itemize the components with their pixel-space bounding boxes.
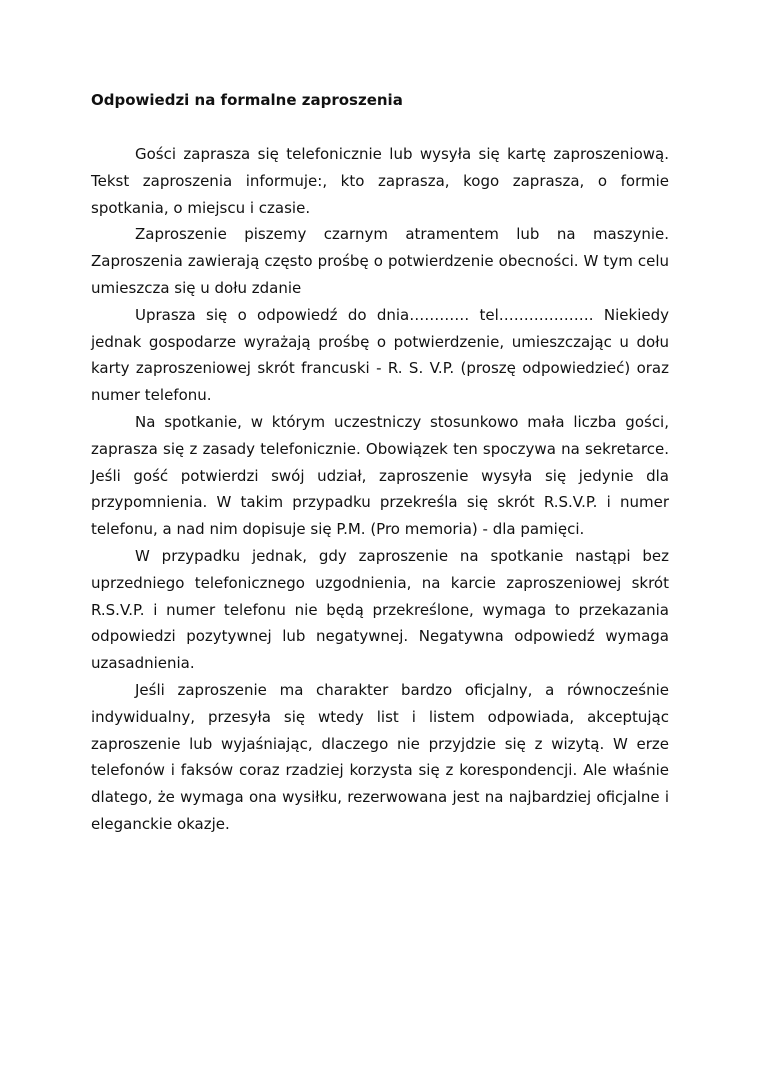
paragraph-invitation-basics: Gości zaprasza się telefonicznie lub wysyła się kartę zaproszeniową. Tekst zaproszenia informuje:, kto zaprasza, kogo zaprasza, o formie spotkania, o miejscu i czasie. <box>91 145 669 217</box>
paragraph-black-ink: Zaproszenie piszemy czarnym atramentem lub na maszynie. Zaproszenia zawierają często prośbę o potwierdzenie obecności. W tym celu umieszcza się u dołu zdanie <box>91 225 669 297</box>
document-page <box>91 89 669 838</box>
paragraph-rsvp-request: Uprasza się o odpowiedź do dnia………… tel………………. Niekiedy jednak gospodarze wyrażają prośbę o potwierdzenie, umieszczając u dołu karty zaproszeniowej skrót francuski - R. S. V.P. (proszę odpowiedzieć) oraz numer telefonu. <box>91 305 669 405</box>
paragraph-no-prior-call: W przypadku jednak, gdy zaproszenie na spotkanie nastąpi bez uprzedniego telefonicznego uzgodnienia, na karcie zaproszeniowej skrót R.S.V.P. i numer telefonu nie będą przekreślone, wymaga to przekazania odpowiedzi pozytywnej lub negatywnej. Negatywna odpowiedź wymaga uzasadnienia. <box>91 546 669 673</box>
paragraph-official-letter: Jeśli zaproszenie ma charakter bardzo oficjalny, a równocześnie indywidualny, przesyła się wtedy list i listem odpowiada, akceptując zaproszenie lub wyjaśniając, dlaczego nie przyjdzie się z wizytą. W erze telefonów i faksów coraz rzadziej korzysta się z korespondencji. Ale właśnie dlatego, że wymaga ona wysiłku, rezerwowana jest na najbardziej oficjalne i eleganckie okazje. <box>91 680 669 833</box>
paragraph-phone-invitation: Na spotkanie, w którym uczestniczy stosunkowo mała liczba gości, zaprasza się z zasady telefonicznie. Obowiązek ten spoczywa na sekretarce. Jeśli gość potwierdzi swój udział, zaproszenie wysyła się jedynie dla przypomnienia. W takim przypadku przekreśla się skrót R.S.V.P. i numer telefonu, a nad nim dopisuje się P.M. (Pro memoria) - dla pamięci. <box>91 412 669 539</box>
document-title: Odpowiedzi na formalne zaproszenia <box>91 91 403 109</box>
